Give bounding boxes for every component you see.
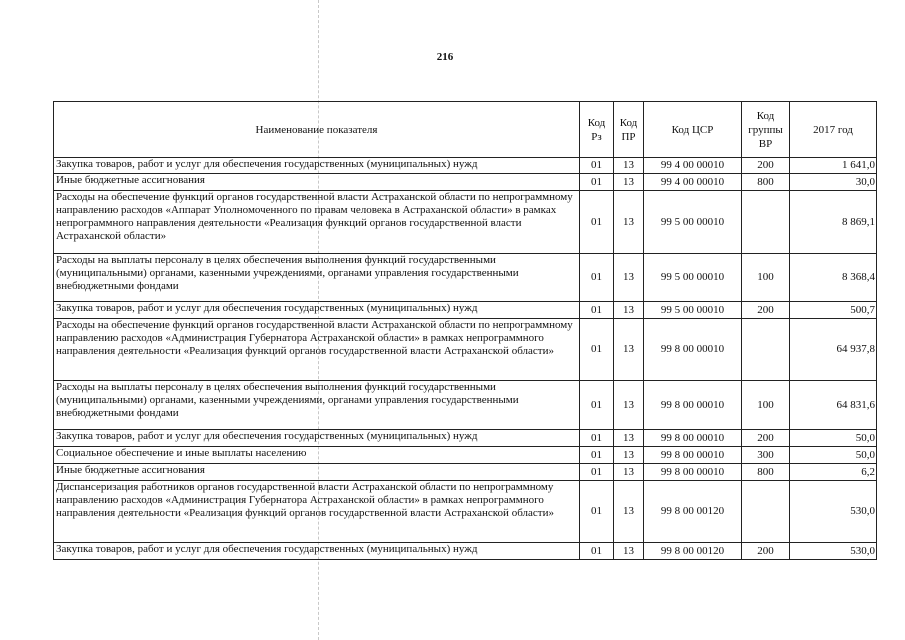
cell-value: 6,2 bbox=[790, 464, 877, 481]
cell-value: 64 831,6 bbox=[790, 381, 877, 430]
cell-csr: 99 5 00 00010 bbox=[644, 302, 742, 319]
table-row bbox=[54, 543, 877, 560]
cell-value: 8 869,1 bbox=[790, 191, 877, 254]
cell-value: 64 937,8 bbox=[790, 319, 877, 381]
cell-name: Расходы на выплаты персоналу в целях обеспечения выполнения функций государственными (муниципальными) органами, казенными учреждениями, органами управления государственными внебюджетными фондами bbox=[54, 381, 580, 430]
header-pr: Код ПР bbox=[614, 102, 644, 158]
cell-value: 8 368,4 bbox=[790, 254, 877, 302]
table-row bbox=[54, 481, 877, 543]
cell-vr: 200 bbox=[742, 302, 790, 319]
cell-name: Расходы на обеспечение функций органов государственной власти Астраханской области по непрограммному направлению расходов «Администрация Губернатора Астраханской области» в рамках непрограммного направления деятельности «Реализация функций органов государственной власти Астраханской области» bbox=[54, 319, 580, 381]
cell-csr: 99 8 00 00010 bbox=[644, 319, 742, 381]
cell-csr: 99 4 00 00010 bbox=[644, 158, 742, 174]
cell-rz: 01 bbox=[580, 174, 614, 191]
cell-vr bbox=[742, 319, 790, 381]
cell-csr: 99 8 00 00010 bbox=[644, 381, 742, 430]
cell-vr: 100 bbox=[742, 254, 790, 302]
cell-pr: 13 bbox=[614, 319, 644, 381]
page-number: 216 bbox=[436, 51, 454, 63]
budget-table bbox=[53, 101, 877, 560]
cell-name: Расходы на выплаты персоналу в целях обеспечения выполнения функций государственными (муниципальными) органами, казенными учреждениями, органами управления государственными внебюджетными фондами bbox=[54, 254, 580, 302]
cell-vr: 200 bbox=[742, 543, 790, 560]
header-year: 2017 год bbox=[790, 102, 877, 158]
cell-rz: 01 bbox=[580, 543, 614, 560]
cell-vr: 800 bbox=[742, 464, 790, 481]
cell-pr: 13 bbox=[614, 481, 644, 543]
cell-pr: 13 bbox=[614, 543, 644, 560]
cell-name: Диспансеризация работников органов государственной власти Астраханской области по непрограммному направлению расходов «Администрация Губернатора Астраханской области» в рамках непрограммного направления деятельности «Реализация функций органов государственной власти Астраханской области» bbox=[54, 481, 580, 543]
table-row bbox=[54, 447, 877, 464]
cell-vr: 300 bbox=[742, 447, 790, 464]
cell-vr: 200 bbox=[742, 158, 790, 174]
cell-csr: 99 8 00 00010 bbox=[644, 464, 742, 481]
cell-pr: 13 bbox=[614, 302, 644, 319]
cell-csr: 99 8 00 00010 bbox=[644, 447, 742, 464]
cell-name: Социальное обеспечение и иные выплаты населению bbox=[54, 447, 580, 464]
cell-value: 50,0 bbox=[790, 447, 877, 464]
table-row bbox=[54, 381, 877, 430]
cell-rz: 01 bbox=[580, 158, 614, 174]
cell-csr: 99 5 00 00010 bbox=[644, 254, 742, 302]
cell-name: Расходы на обеспечение функций органов государственной власти Астраханской области по непрограммному направлению расходов «Аппарат Уполномоченного по правам человека в Астраханской области» в рамках непрограммного направления деятельности «Реализация функций органов государственной власти Астраханской области» bbox=[54, 191, 580, 254]
cell-vr bbox=[742, 191, 790, 254]
cell-value: 1 641,0 bbox=[790, 158, 877, 174]
cell-pr: 13 bbox=[614, 158, 644, 174]
cell-pr: 13 bbox=[614, 191, 644, 254]
cell-rz: 01 bbox=[580, 430, 614, 447]
header-name: Наименование показателя bbox=[54, 102, 580, 158]
cell-rz: 01 bbox=[580, 254, 614, 302]
cell-value: 500,7 bbox=[790, 302, 877, 319]
cell-value: 530,0 bbox=[790, 543, 877, 560]
cell-csr: 99 8 00 00120 bbox=[644, 481, 742, 543]
cell-name: Закупка товаров, работ и услуг для обеспечения государственных (муниципальных) нужд bbox=[54, 543, 580, 560]
header-rz: Код Рз bbox=[580, 102, 614, 158]
cell-csr: 99 8 00 00010 bbox=[644, 430, 742, 447]
cell-rz: 01 bbox=[580, 302, 614, 319]
table-row bbox=[54, 302, 877, 319]
cell-vr: 100 bbox=[742, 381, 790, 430]
cell-rz: 01 bbox=[580, 447, 614, 464]
cell-pr: 13 bbox=[614, 430, 644, 447]
cell-csr: 99 5 00 00010 bbox=[644, 191, 742, 254]
cell-pr: 13 bbox=[614, 254, 644, 302]
cell-vr: 200 bbox=[742, 430, 790, 447]
cell-rz: 01 bbox=[580, 319, 614, 381]
cell-pr: 13 bbox=[614, 381, 644, 430]
table-row bbox=[54, 254, 877, 302]
cell-csr: 99 4 00 00010 bbox=[644, 174, 742, 191]
cell-rz: 01 bbox=[580, 464, 614, 481]
cell-pr: 13 bbox=[614, 447, 644, 464]
cell-vr bbox=[742, 481, 790, 543]
cell-rz: 01 bbox=[580, 481, 614, 543]
cell-rz: 01 bbox=[580, 381, 614, 430]
table-body bbox=[54, 158, 877, 560]
cell-name: Закупка товаров, работ и услуг для обеспечения государственных (муниципальных) нужд bbox=[54, 302, 580, 319]
cell-pr: 13 bbox=[614, 174, 644, 191]
table-row bbox=[54, 464, 877, 481]
cell-value: 530,0 bbox=[790, 481, 877, 543]
table-row bbox=[54, 430, 877, 447]
table-header-row bbox=[54, 102, 877, 158]
cell-csr: 99 8 00 00120 bbox=[644, 543, 742, 560]
cell-name: Иные бюджетные ассигнования bbox=[54, 174, 580, 191]
cell-name: Иные бюджетные ассигнования bbox=[54, 464, 580, 481]
table-row bbox=[54, 174, 877, 191]
cell-value: 30,0 bbox=[790, 174, 877, 191]
cell-name: Закупка товаров, работ и услуг для обеспечения государственных (муниципальных) нужд bbox=[54, 158, 580, 174]
header-csr: Код ЦСР bbox=[644, 102, 742, 158]
cell-name: Закупка товаров, работ и услуг для обеспечения государственных (муниципальных) нужд bbox=[54, 430, 580, 447]
table-row bbox=[54, 191, 877, 254]
header-vr: Код группы ВР bbox=[742, 102, 790, 158]
table-row bbox=[54, 319, 877, 381]
cell-pr: 13 bbox=[614, 464, 644, 481]
cell-vr: 800 bbox=[742, 174, 790, 191]
cell-rz: 01 bbox=[580, 191, 614, 254]
cell-value: 50,0 bbox=[790, 430, 877, 447]
table-row bbox=[54, 158, 877, 174]
